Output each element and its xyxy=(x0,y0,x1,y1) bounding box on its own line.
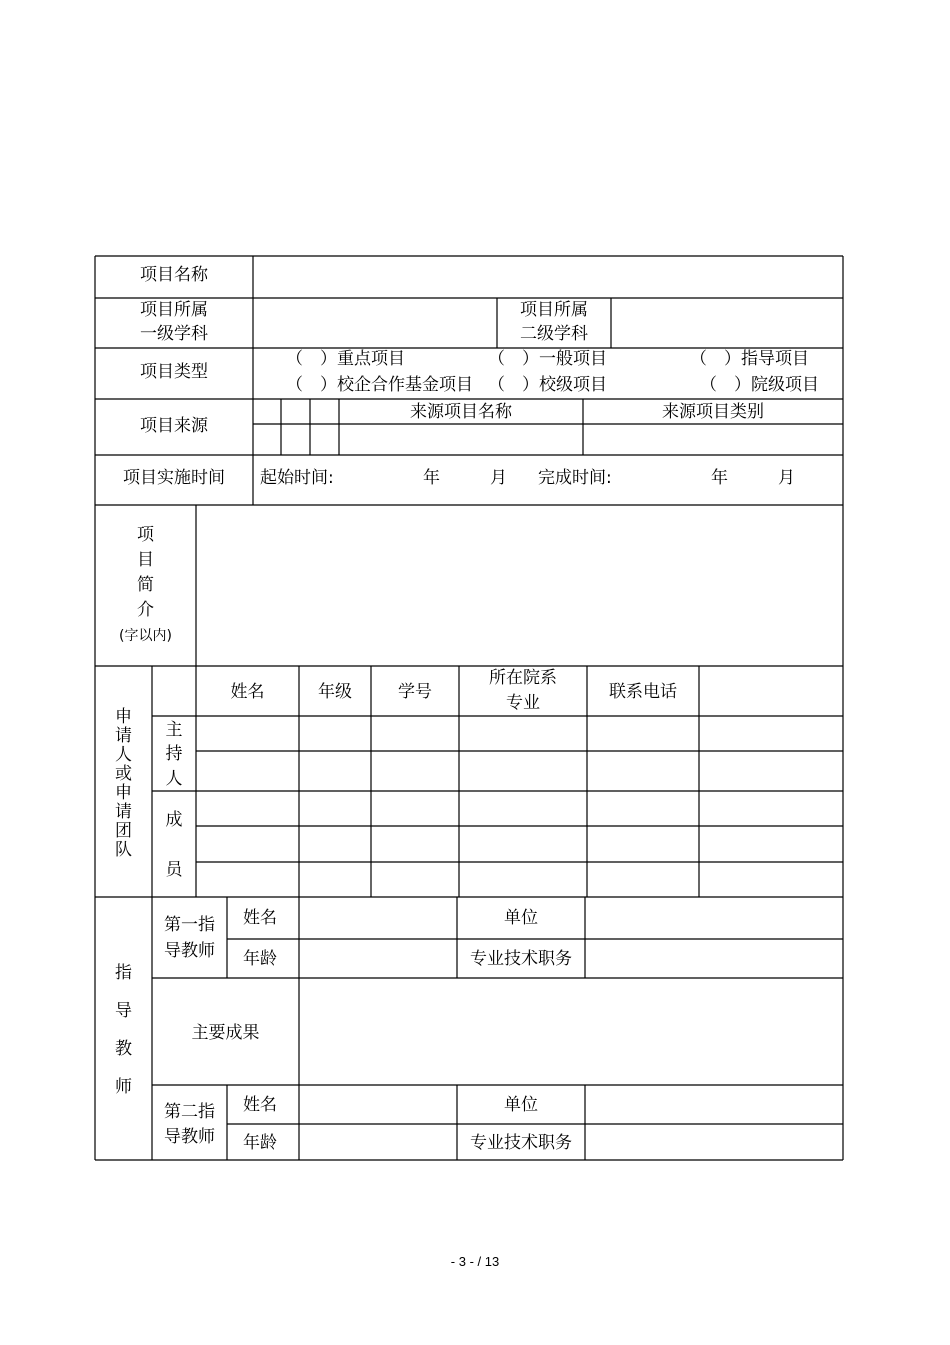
advisor1-title-field[interactable] xyxy=(586,940,842,977)
end-time-label: 完成时间: xyxy=(538,468,612,488)
type-option-enterprise[interactable]: （ ）校企合作基金项目 xyxy=(286,375,473,395)
start-year-unit: 年 xyxy=(423,468,440,488)
source-type-field[interactable] xyxy=(584,425,842,454)
intro-char-limit-note: (字以内) xyxy=(119,628,172,644)
end-month-unit: 月 xyxy=(778,468,795,488)
advisor-label-char: 师 xyxy=(115,1077,132,1097)
start-month-unit: 月 xyxy=(490,468,507,488)
page-number: - 3 - / 13 xyxy=(450,1254,500,1269)
advisor2-label-line2: 导教师 xyxy=(164,1127,215,1147)
advisor2-name-label: 姓名 xyxy=(243,1095,277,1115)
advisor1-age-field[interactable] xyxy=(300,940,456,977)
advisor2-title-field[interactable] xyxy=(586,1125,842,1159)
team-header-student-id: 学号 xyxy=(398,682,432,702)
team-label-char: 队 xyxy=(115,840,132,860)
advisor1-unit-field[interactable] xyxy=(586,898,842,938)
project-type-label: 项目类型 xyxy=(140,362,208,382)
end-year-unit: 年 xyxy=(711,468,728,488)
intro-field[interactable] xyxy=(197,506,842,665)
start-time-label: 起始时间: xyxy=(260,468,334,488)
team-header-dept-line2: 专业 xyxy=(506,693,540,713)
advisor2-unit-label: 单位 xyxy=(504,1095,538,1115)
discipline2-label-line1: 项目所属 xyxy=(520,300,588,320)
discipline1-label-line1: 项目所属 xyxy=(140,300,208,320)
member-rows-area[interactable] xyxy=(197,792,842,896)
team-label-char: 申 xyxy=(115,783,132,803)
discipline2-field[interactable] xyxy=(612,299,842,347)
team-header-dept-line1: 所在院系 xyxy=(489,668,557,688)
host-rows-area[interactable] xyxy=(197,717,842,790)
advisor-label-char: 指 xyxy=(115,963,132,983)
advisor1-name-label: 姓名 xyxy=(243,908,277,928)
team-label-char: 或 xyxy=(115,764,132,784)
advisor2-age-label: 年龄 xyxy=(243,1133,277,1153)
achievements-field[interactable] xyxy=(300,979,842,1084)
advisor1-label-line1: 第一指 xyxy=(164,915,215,935)
advisor2-name-field[interactable] xyxy=(300,1086,456,1123)
project-name-label: 项目名称 xyxy=(140,265,208,285)
advisor1-unit-label: 单位 xyxy=(504,908,538,928)
team-header-phone: 联系电话 xyxy=(609,682,677,702)
project-name-field[interactable] xyxy=(254,257,842,297)
advisor1-age-label: 年龄 xyxy=(243,949,277,969)
advisor1-title-label: 专业技术职务 xyxy=(470,949,572,969)
type-option-general[interactable]: （ ）一般项目 xyxy=(488,349,607,369)
type-option-school[interactable]: （ ）校级项目 xyxy=(488,375,607,395)
host-label-char: 主 xyxy=(165,720,183,740)
discipline2-label-line2: 二级学科 xyxy=(520,324,588,344)
advisor1-name-field[interactable] xyxy=(300,898,456,938)
team-label-char: 请 xyxy=(115,802,132,822)
implementation-time-label: 项目实施时间 xyxy=(123,468,225,488)
member-label-char: 员 xyxy=(165,860,183,880)
advisor2-age-field[interactable] xyxy=(300,1125,456,1159)
intro-label-char: 介 xyxy=(137,600,154,620)
source-type-header: 来源项目类别 xyxy=(662,402,764,422)
intro-label-char: 简 xyxy=(137,575,154,595)
advisor-label-char: 导 xyxy=(115,1001,132,1021)
intro-label-char: 目 xyxy=(137,550,154,570)
discipline1-field[interactable] xyxy=(254,299,496,347)
source-name-header: 来源项目名称 xyxy=(410,402,512,422)
team-label-char: 申 xyxy=(115,707,132,727)
advisor2-label-line1: 第二指 xyxy=(164,1102,215,1122)
discipline1-label-line2: 一级学科 xyxy=(140,324,208,344)
project-source-label: 项目来源 xyxy=(140,416,208,436)
team-label-char: 团 xyxy=(115,821,132,841)
intro-label-char: 项 xyxy=(137,525,154,545)
type-option-key[interactable]: （ ）重点项目 xyxy=(286,349,405,369)
team-label-char: 请 xyxy=(115,726,132,746)
member-label-char: 成 xyxy=(165,810,183,830)
source-name-field[interactable] xyxy=(340,425,582,454)
advisor2-title-label: 专业技术职务 xyxy=(470,1133,572,1153)
advisor2-unit-field[interactable] xyxy=(586,1086,842,1123)
team-header-grade: 年级 xyxy=(318,682,352,702)
host-label-char: 持 xyxy=(165,744,183,764)
advisor1-label-line2: 导教师 xyxy=(164,941,215,961)
type-option-college[interactable]: （ ）院级项目 xyxy=(700,375,819,395)
achievements-label: 主要成果 xyxy=(191,1023,260,1043)
type-option-guided[interactable]: （ ）指导项目 xyxy=(690,349,809,369)
advisor-label-char: 教 xyxy=(115,1039,132,1059)
team-label-char: 人 xyxy=(115,745,132,765)
team-header-name: 姓名 xyxy=(230,682,265,702)
host-label-char: 人 xyxy=(165,769,183,789)
